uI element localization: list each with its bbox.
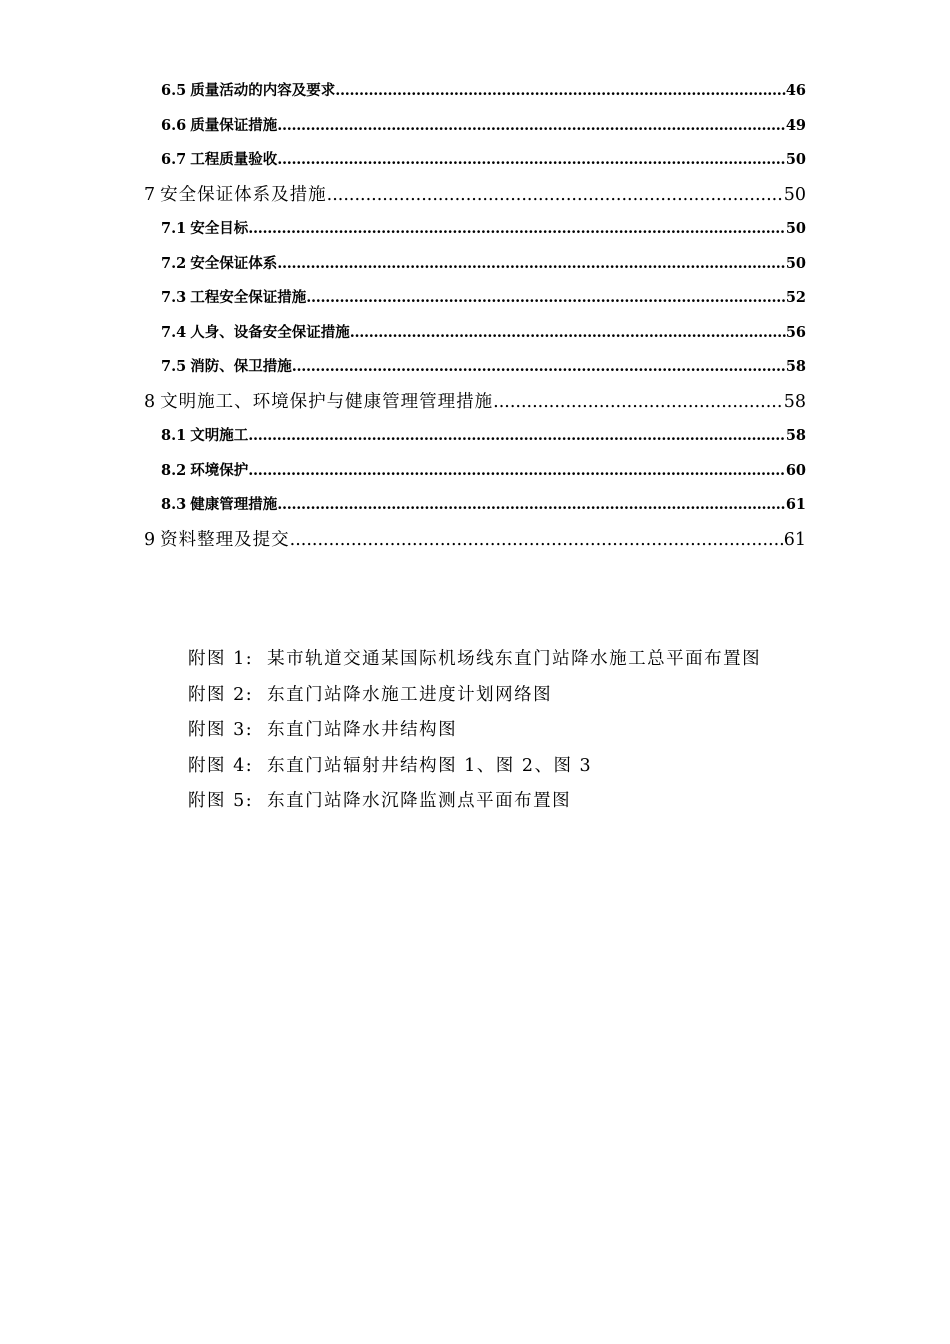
toc-entry-title: 文明施工、环境保护与健康管理管理措施 — [160, 391, 494, 412]
toc-entry-page: 58 — [785, 427, 806, 444]
toc-entry-number: 7 — [144, 184, 157, 205]
toc-leader-dots — [290, 523, 784, 558]
toc-entry-page: 58 — [783, 391, 806, 412]
toc-entry-title: 文明施工 — [190, 427, 249, 444]
toc-leader-dots — [292, 350, 786, 385]
attachment-item — [188, 713, 788, 749]
attachment-title: 某市轨道交通某国际机场线东直门站降水施工总平面布置图 — [267, 649, 762, 669]
toc-entry-page: 52 — [785, 289, 806, 306]
toc-entry-number: 8.1 — [161, 427, 187, 444]
toc-entry-number: 8.3 — [161, 496, 187, 513]
attachment-item — [188, 749, 788, 785]
toc-entry-page: 50 — [785, 220, 806, 237]
toc-entry-number: 7.5 — [161, 358, 187, 375]
toc-entry[interactable] — [144, 454, 806, 489]
toc-entry-page: 49 — [785, 116, 806, 134]
toc-entry-page: 60 — [785, 461, 806, 479]
toc-entry-number: 6.5 — [161, 82, 187, 99]
toc-leader-dots — [277, 109, 786, 144]
toc-entry-title: 资料整理及提交 — [160, 529, 290, 550]
toc-entry-page: 56 — [785, 323, 806, 341]
toc-leader-dots — [277, 143, 786, 178]
toc-entry-number: 8.2 — [161, 461, 187, 479]
toc-leader-dots — [248, 454, 786, 489]
toc-entry-page: 61 — [785, 496, 806, 513]
toc-leader-dots — [277, 488, 786, 523]
attachment-label: 附图 5: — [188, 791, 254, 811]
toc-leader-dots — [493, 385, 784, 420]
toc-entry-title: 健康管理措施 — [190, 496, 278, 513]
toc-entry-title: 人身、设备安全保证措施 — [190, 323, 350, 341]
toc-entry[interactable] — [144, 419, 806, 454]
attachment-list — [188, 642, 788, 820]
toc-entry-number: 7.1 — [161, 220, 187, 237]
attachment-item — [188, 678, 788, 714]
toc-entry[interactable] — [144, 74, 806, 109]
toc-entry-number: 6.6 — [161, 116, 187, 134]
toc-leader-dots — [248, 419, 786, 454]
attachment-item — [188, 642, 788, 678]
toc-leader-dots — [248, 212, 786, 247]
toc-chapter-entry[interactable] — [144, 385, 806, 420]
toc-entry-title: 安全保证体系 — [190, 254, 278, 272]
toc-entry-title: 消防、保卫措施 — [190, 358, 292, 375]
toc-entry-title: 安全目标 — [190, 220, 249, 237]
toc-entry-number: 7.3 — [161, 289, 187, 306]
toc-leader-dots — [327, 178, 784, 213]
toc-entry-title: 质量保证措施 — [190, 116, 278, 134]
toc-entry[interactable] — [144, 281, 806, 316]
toc-leader-dots — [277, 247, 786, 282]
toc-entry-page: 50 — [783, 184, 806, 205]
attachment-title: 东直门站辐射井结构图 1、图 2、图 3 — [267, 755, 593, 776]
toc-entry-number: 8 — [144, 391, 157, 412]
attachment-title: 东直门站降水沉降监测点平面布置图 — [267, 791, 572, 811]
attachment-item — [188, 784, 788, 820]
toc-entry-title: 工程安全保证措施 — [190, 289, 307, 306]
toc-entry-number: 7.2 — [161, 254, 187, 272]
attachment-label: 附图 1: — [188, 649, 254, 669]
attachment-title: 东直门站降水井结构图 — [267, 720, 458, 740]
toc-entry-title: 工程质量验收 — [190, 151, 278, 168]
table-of-contents — [144, 74, 806, 557]
attachment-label: 附图 4: — [188, 755, 254, 776]
toc-chapter-entry[interactable] — [144, 523, 806, 558]
toc-entry-page: 46 — [785, 82, 806, 99]
attachment-label: 附图 3: — [188, 720, 254, 740]
toc-entry-page: 61 — [783, 529, 806, 550]
toc-entry-title: 质量活动的内容及要求 — [190, 82, 336, 99]
toc-leader-dots — [350, 316, 786, 351]
toc-entry[interactable] — [144, 143, 806, 178]
toc-chapter-entry[interactable] — [144, 178, 806, 213]
attachment-title: 东直门站降水施工进度计划网络图 — [267, 684, 553, 705]
toc-entry[interactable] — [144, 247, 806, 282]
toc-entry-page: 58 — [785, 358, 806, 375]
toc-leader-dots — [335, 74, 786, 109]
toc-entry-number: 6.7 — [161, 151, 187, 168]
attachment-label: 附图 2: — [188, 684, 254, 705]
toc-entry[interactable] — [144, 109, 806, 144]
toc-entry-number: 7.4 — [161, 323, 187, 341]
toc-entry-title: 安全保证体系及措施 — [160, 184, 327, 205]
toc-entry[interactable] — [144, 212, 806, 247]
toc-entry-title: 环境保护 — [190, 461, 249, 479]
toc-entry[interactable] — [144, 316, 806, 351]
toc-entry[interactable] — [144, 488, 806, 523]
toc-entry-page: 50 — [785, 254, 806, 272]
toc-leader-dots — [306, 281, 786, 316]
toc-entry[interactable] — [144, 350, 806, 385]
toc-entry-page: 50 — [785, 151, 806, 168]
toc-entry-number: 9 — [144, 529, 157, 550]
